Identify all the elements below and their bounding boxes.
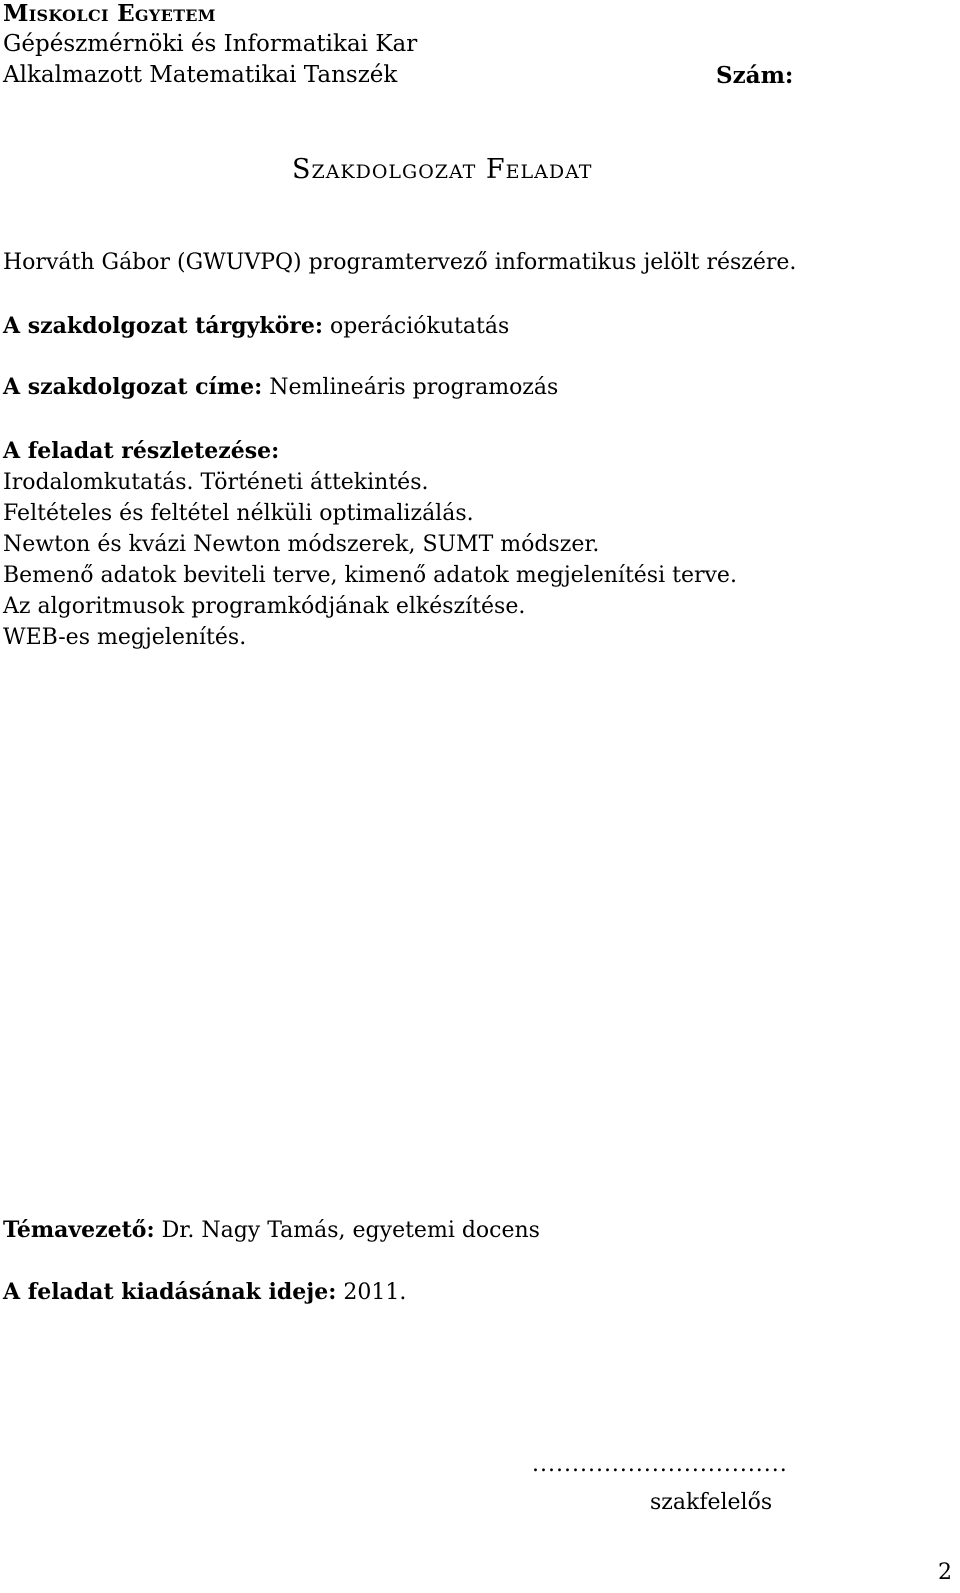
signature-line: ................................ [532,1452,788,1477]
topic-label: A szakdolgozat tárgyköre: [3,313,323,339]
details-line: WEB-es megjelenítés. [3,625,247,650]
details-line: Az algoritmusok programkódjának elkészítése. [3,594,526,619]
page-number: 2 [938,1560,952,1585]
details-block [3,436,737,653]
supervisor-label: Témavezető: [3,1217,155,1243]
faculty-name: Gépészmérnöki és Informatikai Kar [3,31,418,57]
details-label: A feladat részletezése: [3,438,280,464]
issue-date-value: 2011. [343,1280,407,1305]
signature-label: szakfelelős [650,1490,773,1515]
department-name: Alkalmazott Matematikai Tanszék [3,62,398,88]
topic-value: operációkutatás [329,314,510,339]
student-line: Horváth Gábor (GWUVPQ) programtervező informatikus jelölt részére. [3,250,797,275]
details-line: Irodalomkutatás. Történeti áttekintés. [3,470,429,495]
thesis-title-label: A szakdolgozat címe: [3,374,263,400]
topic-line [3,313,509,340]
details-line: Newton és kvázi Newton módszerek, SUMT módszer. [3,532,600,557]
issue-date-label: A feladat kiadásának ideje: [3,1279,337,1305]
supervisor-line [3,1217,540,1244]
supervisor-value: Dr. Nagy Tamás, egyetemi docens [161,1218,540,1243]
thesis-title-line [3,374,558,401]
details-line: Bemenő adatok beviteli terve, kimenő adatok megjelenítési terve. [3,563,737,588]
number-label: Szám: [716,62,794,89]
details-line: Feltételes és feltétel nélküli optimalizálás. [3,501,474,526]
document-title: Szakdolgozat Feladat [292,154,593,185]
issue-date-line [3,1279,406,1306]
thesis-title-value: Nemlineáris programozás [269,375,559,400]
university-name: Miskolci Egyetem [3,0,216,27]
